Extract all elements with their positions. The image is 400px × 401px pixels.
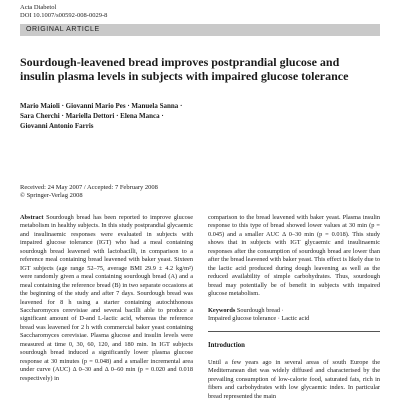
left-column — [20, 214, 193, 383]
article-title: Sourdough-leavened bread improves postprandial glucose and insulin plasma levels in subjects with impaired glucose tolerance — [20, 55, 349, 83]
abstract-paragraph — [20, 214, 193, 383]
journal-name: Acta Diabetol — [20, 4, 57, 11]
publication-dates — [20, 184, 280, 200]
keywords-label: Keywords — [208, 306, 236, 314]
right-column — [208, 214, 380, 401]
keywords — [208, 307, 380, 324]
section-divider — [208, 331, 380, 332]
doi: DOI 10.1007/s00592-008-0029-8 — [20, 12, 108, 19]
section-label: ORIGINAL ARTICLE — [26, 26, 100, 33]
author-line: Giovanni Antonio Farris — [20, 122, 94, 130]
received-accepted: Received: 24 May 2007 / Accepted: 7 February 2008 — [20, 184, 158, 191]
journal-meta — [20, 4, 107, 20]
abstract-text-left: Sourdough bread has been reported to improve glucose metabolism in healthy subjects. In this study postprandial glycaemic and insulinaemic responses were evaluated in subjects with impaired glucose tolerance (IGT) who had a meal containing sourdough bread leavened with lactobacilli, in comparison to a reference meal containing bread leavened with baker yeast. Sixteen IGT subjects (age range 52–75, average BMI 29.9 ± 4.2 kg/m²) were randomly given a meal containing sourdough bread (A) and a meal containing the reference bread (B) in two separate occasions at the beginning of the study and after 7 days. Sourdough bread was leavened for 8 h using a starter containing autochthonous Saccharomyces cerevisiae and several bacilli able to produce a significant amount of D-and L-lactic acid, whereas the reference bread was leavened for 2 h with commercial baker yeast containing Saccharomyces cerevisiae. Plasma glucose and insulin levels were measured at time 0, 30, 60, 120, and 180 min. In IGT subjects sourdough bread induced a significantly lower plasma glucose response at 30 minutes (p = 0.048) and a smaller incremental area under curve (AUC) Δ 0–30 and Δ 0–60 min (p = 0.020 and 0.018 respectively) in — [20, 214, 193, 382]
author-list — [20, 101, 300, 131]
section-banner — [20, 24, 380, 36]
introduction-heading: Introduction — [208, 342, 245, 350]
author-line: Mario Maioli · Giovanni Mario Pes · Manuela Sanna · — [20, 102, 183, 110]
copyright: © Springer-Verlag 2008 — [20, 192, 83, 199]
introduction-text: Until a few years ago in several areas of south Europe the Mediterranean diet was widely diffused and characterised by the prevailing consumption of low-calorie food, saturated fats, rich in fibers and carbohydrates with low glycaemic index. In particular bread represented the main — [208, 358, 380, 400]
keywords-line1: Sourdough bread · — [236, 306, 284, 314]
abstract-text-right: comparison to the bread leavened with baker yeast. Plasma insulin response to this type of bread showed lower values at 30 min (p = 0.045) and a smaller AUC Δ 0–30 min (p = 0.018). This study shows that in subjects with IGT glycaemic and insulinaemic responses after the consumption of sourdough bread are lower than after the bread leavened with baker yeast. This effect is likely due to the lactic acid produced during dough leavening as well as the reduced availability of simple carbohydrates. Thus, sourdough bread may potentially be of benefit in subjects with impaired glucose metabolism. — [208, 214, 380, 298]
author-line: Sara Cherchi · Mariella Dettori · Elena Manca · — [20, 112, 164, 120]
keywords-line2: Impaired glucose tolerance · Lactic acid — [208, 314, 310, 322]
abstract-label: Abstract — [20, 214, 44, 221]
